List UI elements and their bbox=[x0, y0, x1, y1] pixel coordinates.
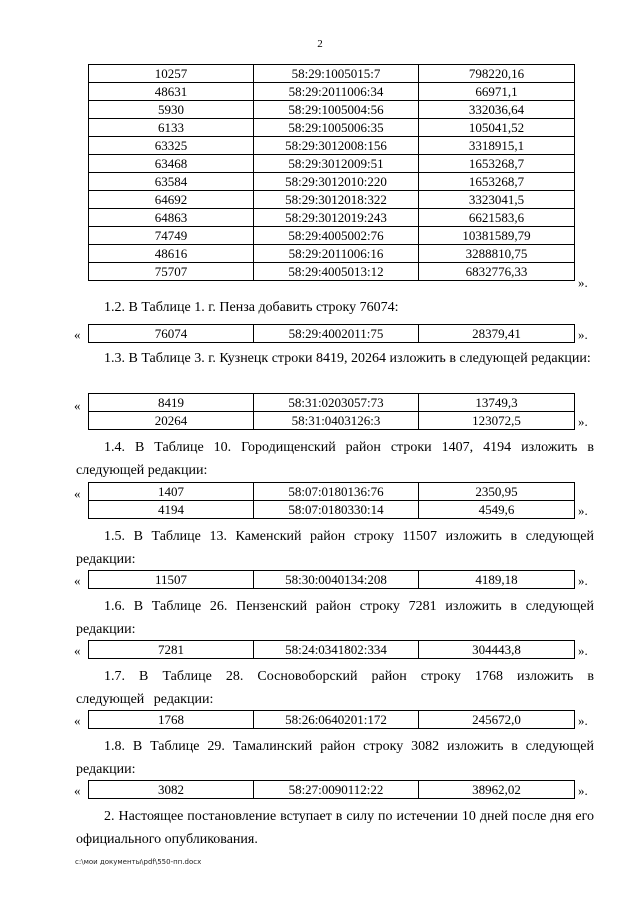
item-1-5-open-quote: « bbox=[74, 573, 81, 588]
item-1-3-table bbox=[88, 393, 575, 430]
item-1-6-table bbox=[88, 640, 575, 659]
cell-value: 10381589,79 bbox=[419, 227, 575, 245]
item-1-7-table bbox=[88, 710, 575, 729]
table-row bbox=[89, 263, 575, 281]
cell-value: 3323041,5 bbox=[419, 191, 575, 209]
cell-cadastral-number: 58:26:0640201:172 bbox=[254, 711, 419, 729]
table-row bbox=[89, 65, 575, 83]
table-row bbox=[89, 412, 575, 430]
cell-value: 1653268,7 bbox=[419, 173, 575, 191]
cell-number: 6133 bbox=[89, 119, 254, 137]
cell-cadastral-number: 58:27:0090112:22 bbox=[254, 781, 419, 799]
cell-cadastral-number: 58:24:0341802:334 bbox=[254, 641, 419, 659]
cell-number: 5930 bbox=[89, 101, 254, 119]
table-row bbox=[89, 119, 575, 137]
cell-number: 48631 bbox=[89, 83, 254, 101]
item-1-2-table bbox=[88, 324, 575, 343]
item-1-2-text: 1.2. В Таблице 1. г. Пенза добавить строку 76074: bbox=[104, 300, 399, 315]
cell-number: 64863 bbox=[89, 209, 254, 227]
cell-cadastral-number: 58:29:4002011:75 bbox=[254, 325, 419, 343]
cell-cadastral-number: 58:07:0180330:14 bbox=[254, 501, 419, 519]
item-1-3-open-quote: « bbox=[74, 398, 81, 413]
table-row bbox=[89, 155, 575, 173]
cell-cadastral-number: 58:31:0203057:73 bbox=[254, 394, 419, 412]
cell-number: 4194 bbox=[89, 501, 254, 519]
cell-number: 3082 bbox=[89, 781, 254, 799]
cell-value: 332036,64 bbox=[419, 101, 575, 119]
cell-number: 75707 bbox=[89, 263, 254, 281]
cell-number: 1407 bbox=[89, 483, 254, 501]
item-1-6-text: 1.6. В Таблице 26. Пензенский район строку 7281 изложить в следующей редакции: bbox=[76, 599, 594, 637]
cell-number: 64692 bbox=[89, 191, 254, 209]
item-1-4-text: 1.4. В Таблице 10. Городищенский район строки 1407, 4194 изложить в следующей редакции: bbox=[76, 440, 594, 478]
cell-cadastral-number: 58:29:3012009:51 bbox=[254, 155, 419, 173]
item-1-4-open-quote: « bbox=[74, 486, 81, 501]
item-1-8-table bbox=[88, 780, 575, 799]
item-1-5-table bbox=[88, 570, 575, 589]
cell-number: 10257 bbox=[89, 65, 254, 83]
final-paragraph: 2. Настоящее постановление вступает в силу по истечении 10 дней после дня его официального опубликования. bbox=[76, 809, 594, 847]
cell-number: 76074 bbox=[89, 325, 254, 343]
cell-value: 6832776,33 bbox=[419, 263, 575, 281]
cell-cadastral-number: 58:29:3012010:220 bbox=[254, 173, 419, 191]
cell-number: 74749 bbox=[89, 227, 254, 245]
item-1-8-close-quote: ». bbox=[578, 783, 588, 798]
cell-value: 28379,41 bbox=[419, 325, 575, 343]
table-row bbox=[89, 781, 575, 799]
item-1-6-open-quote: « bbox=[74, 643, 81, 658]
cell-cadastral-number: 58:30:0040134:208 bbox=[254, 571, 419, 589]
item-1-6-close-quote: ». bbox=[578, 643, 588, 658]
main-table bbox=[88, 64, 575, 281]
cell-cadastral-number: 58:29:1005015:7 bbox=[254, 65, 419, 83]
item-1-8-open-quote: « bbox=[74, 783, 81, 798]
item-1-3-text: 1.3. В Таблице 3. г. Кузнецк строки 8419, 20264 изложить в следующей редакции: bbox=[104, 351, 591, 366]
item-1-2-close-quote: ». bbox=[578, 327, 588, 342]
table-row bbox=[89, 173, 575, 191]
cell-value: 66971,1 bbox=[419, 83, 575, 101]
cell-value: 1653268,7 bbox=[419, 155, 575, 173]
cell-cadastral-number: 58:29:2011006:34 bbox=[254, 83, 419, 101]
cell-number: 63325 bbox=[89, 137, 254, 155]
table-row bbox=[89, 325, 575, 343]
cell-number: 20264 bbox=[89, 412, 254, 430]
cell-value: 3318915,1 bbox=[419, 137, 575, 155]
cell-value: 38962,02 bbox=[419, 781, 575, 799]
table-row bbox=[89, 83, 575, 101]
cell-cadastral-number: 58:29:2011006:16 bbox=[254, 245, 419, 263]
table-row bbox=[89, 209, 575, 227]
table-row bbox=[89, 137, 575, 155]
table-row bbox=[89, 641, 575, 659]
main-table-close-quote: ». bbox=[578, 275, 588, 290]
cell-value: 123072,5 bbox=[419, 412, 575, 430]
cell-number: 7281 bbox=[89, 641, 254, 659]
cell-cadastral-number: 58:29:1005004:56 bbox=[254, 101, 419, 119]
table-row bbox=[89, 191, 575, 209]
table-row bbox=[89, 711, 575, 729]
table-row bbox=[89, 245, 575, 263]
table-row bbox=[89, 227, 575, 245]
cell-number: 63468 bbox=[89, 155, 254, 173]
cell-number: 11507 bbox=[89, 571, 254, 589]
cell-value: 304443,8 bbox=[419, 641, 575, 659]
item-1-7-text: 1.7. В Таблице 28. Сосновоборский район строку 1768 изложить в следующей редакции: bbox=[76, 669, 594, 707]
table-row bbox=[89, 394, 575, 412]
page-number: 2 bbox=[317, 38, 323, 50]
table-row bbox=[89, 501, 575, 519]
cell-number: 48616 bbox=[89, 245, 254, 263]
cell-cadastral-number: 58:31:0403126:3 bbox=[254, 412, 419, 430]
table-row bbox=[89, 483, 575, 501]
cell-value: 4189,18 bbox=[419, 571, 575, 589]
footer-file-path: c:\мои документы\pdf\550-пп.docx bbox=[75, 858, 202, 866]
cell-cadastral-number: 58:29:3012018:322 bbox=[254, 191, 419, 209]
cell-cadastral-number: 58:29:4005002:76 bbox=[254, 227, 419, 245]
item-1-7-open-quote: « bbox=[74, 713, 81, 728]
item-1-2-open-quote: « bbox=[74, 327, 81, 342]
cell-value: 13749,3 bbox=[419, 394, 575, 412]
item-1-7-close-quote: ». bbox=[578, 713, 588, 728]
item-1-8-text: 1.8. В Таблице 29. Тамалинский район строку 3082 изложить в следующей редакции: bbox=[76, 739, 594, 777]
cell-value: 6621583,6 bbox=[419, 209, 575, 227]
cell-cadastral-number: 58:29:3012019:243 bbox=[254, 209, 419, 227]
cell-cadastral-number: 58:29:3012008:156 bbox=[254, 137, 419, 155]
cell-value: 245672,0 bbox=[419, 711, 575, 729]
cell-number: 1768 bbox=[89, 711, 254, 729]
item-1-5-close-quote: ». bbox=[578, 573, 588, 588]
cell-number: 63584 bbox=[89, 173, 254, 191]
table-row bbox=[89, 571, 575, 589]
cell-value: 105041,52 bbox=[419, 119, 575, 137]
item-1-5-text: 1.5. В Таблице 13. Каменский район строку 11507 изложить в следующей редакции: bbox=[76, 529, 594, 567]
cell-cadastral-number: 58:29:1005006:35 bbox=[254, 119, 419, 137]
table-row bbox=[89, 101, 575, 119]
item-1-4-table bbox=[88, 482, 575, 519]
cell-value: 798220,16 bbox=[419, 65, 575, 83]
cell-cadastral-number: 58:29:4005013:12 bbox=[254, 263, 419, 281]
cell-value: 2350,95 bbox=[419, 483, 575, 501]
cell-cadastral-number: 58:07:0180136:76 bbox=[254, 483, 419, 501]
cell-value: 3288810,75 bbox=[419, 245, 575, 263]
cell-value: 4549,6 bbox=[419, 501, 575, 519]
cell-number: 8419 bbox=[89, 394, 254, 412]
item-1-4-close-quote: ». bbox=[578, 503, 588, 518]
item-1-3-close-quote: ». bbox=[578, 414, 588, 429]
